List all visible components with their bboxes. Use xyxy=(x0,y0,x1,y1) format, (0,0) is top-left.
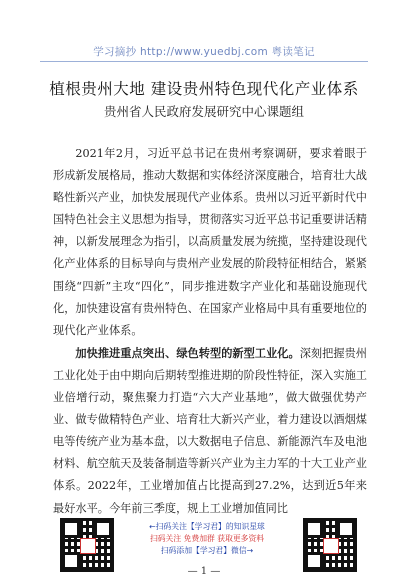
promo-line-2: 扫码关注 免费加群 获取更多资料 xyxy=(149,534,265,543)
article-title: 植根贵州大地 建设贵州特色现代化产业体系 xyxy=(49,80,359,98)
qr-code-right-icon[interactable] xyxy=(303,518,357,572)
article-author: 贵州省人民政府发展研究中心课题组 xyxy=(103,104,304,119)
site-header: 学习摘抄 http://www.yuedbj.com 粤读笔记 xyxy=(93,46,315,58)
paragraph-2-lead: 加快推进重点突出、绿色转型的新型工业化。 xyxy=(75,345,300,360)
paragraph-1-text: 2021年2月，习近平总书记在贵州考察调研，要求着眼于形成新发展格局，推动大数据和实体经济深度融合，培育壮大战略性新兴产业，加快发展现代产业体系。贵州以习近平新时代中国特色社会主义思想为指导，贯彻落实习近平总书记重要讲话精神，以新发展理念为指引，以高质量发展为统揽，坚持建设现代化产业体系的目标导向与贵州产业发展的阶段特征相结合，紧紧围绕“四新”主攻“四化”，同步推进数字产业化和基础设施现代化，加快建设富有贵州特色、在国家产业格局中具有重要地位的现代化产业体系。 xyxy=(53,147,367,337)
header-divider xyxy=(40,61,368,62)
promo-line-3: 扫码添加【学习君】微信→ xyxy=(160,546,254,555)
page-number: — 1 — xyxy=(187,566,221,577)
paragraph-1 xyxy=(53,142,367,342)
paragraph-2-text: 深刻把握贵州工业化处于由中期向后期转型推进期的阶段性特征，深入实施工业倍增行动，聚焦聚力打造“六大产业基地”，做大做强优势产业、做专做精特色产业、培育壮大新兴产业，着力建设以酒烟煤电等传统产业为基本盘，以大数据电子信息、新能源汽车及电池材料、航空航天及装备制造等新兴产业为主力军的十大工业产业体系。2022年，工业增加值占比提高到27.2%，达到近5年来最好水平。今年前三季度，规上工业增加值同比 xyxy=(53,346,367,515)
promo-footer xyxy=(117,521,297,557)
promo-line-1: ←扫码关注【学习君】的知识星球 xyxy=(149,522,265,531)
paragraph-2 xyxy=(53,342,367,520)
article-body xyxy=(53,142,367,520)
qr-code-left-icon[interactable] xyxy=(60,518,114,572)
